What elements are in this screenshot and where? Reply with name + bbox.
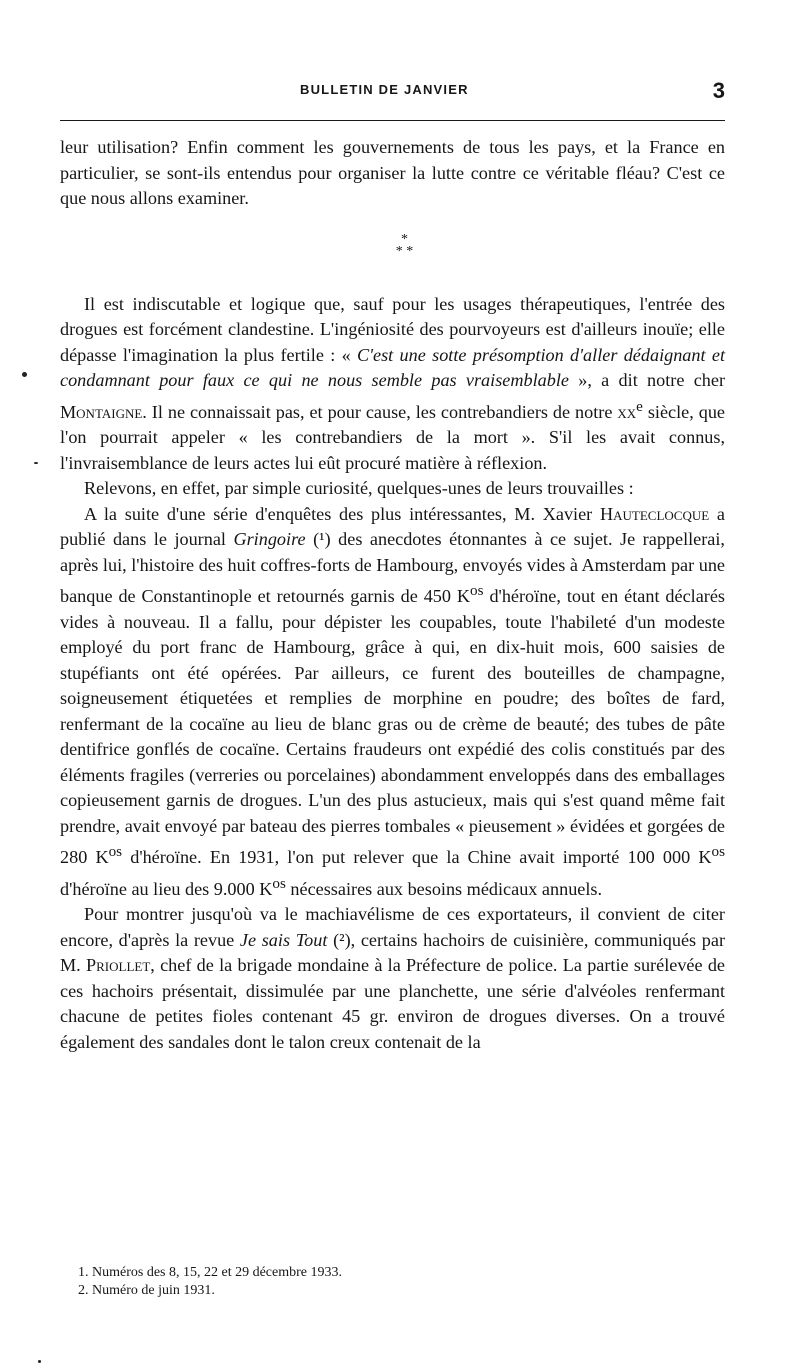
paragraph-anecdotes [60, 502, 725, 903]
text-run: Pour montrer jusqu'où va le machiavélisme de ces exportateurs, il convient de citer encore, d'après la revue [60, 904, 725, 950]
body-text [60, 135, 725, 1055]
running-header [60, 78, 725, 106]
text-run: , certains hachoirs de cuisinière, communiqués par M. [60, 929, 725, 976]
footnote-2: 2. Numéro de juin 1931. [78, 1283, 215, 1298]
section-break-asterism [60, 231, 725, 259]
text-run: . Il ne connaissait pas, et pour cause, les contrebandiers de notre [142, 401, 618, 422]
official-name: Priollet [86, 955, 151, 976]
century-numeral: xx [617, 401, 637, 422]
scan-speck [38, 1360, 41, 1363]
page-number: 3 [712, 78, 725, 103]
magazine-name: Je sais Tout [239, 929, 328, 950]
paragraph-clandestine-entry [60, 292, 725, 477]
bulletin-title: BULLETIN DE JANVIER [300, 82, 469, 97]
kilos-abbrev: os [711, 843, 725, 861]
scan-speck [22, 372, 27, 377]
text-run: a publié dans le journal [60, 503, 726, 550]
century-superscript: e [636, 397, 643, 415]
text-run: siècle, que l'on pourrait appeler « les contrebandiers de la mort ». S'il les avait connus, l'invraisemblance de leurs actes lui eût procuré matière à réflexion. [60, 401, 725, 473]
footnote-1: 1. Numéros des 8, 15, 22 et 29 décembre 1933. [78, 1265, 342, 1280]
text-run: », a dit notre cher [568, 370, 725, 390]
montaigne-quote: C'est une sotte présomption d'aller dédaignant et condamnant pour faux ce qui ne nous semble pas vraisemblable [60, 344, 725, 390]
text-run: Il est indiscutable et logique que, sauf pour les usages thérapeutiques, l'entrée des drogues est forcément clandestine. L'ingéniosité des pourvoyeurs est d'ailleurs inouïe; elle dépasse l'imagination la plus fertile : « [60, 293, 725, 365]
paragraph-machiavellism [60, 902, 725, 1055]
footnotes [78, 1264, 718, 1300]
scan-speck [34, 462, 38, 464]
author-name: Montaigne [60, 401, 143, 422]
intro-paragraph: leur utilisation? Enfin comment les gouvernements de tous les pays, et la France en particulier, se sont-ils entendus pour organiser la lutte contre ce véritable fléau? C'est ce que nous allons examiner. [60, 137, 725, 208]
journalist-name: Hauteclocque [600, 503, 710, 524]
text-run: d'héroïne. En 1931, l'on put relever que la Chine avait importé 100 000 K [122, 847, 712, 868]
footnote-ref-2: (²) [333, 929, 351, 950]
paragraph-curiosity: Relevons, en effet, par simple curiosité, quelques-unes de leurs trouvailles : [84, 478, 634, 499]
text-run: , chef de la brigade mondaine à la Préfecture de police. La partie surélevée de ces hachoirs présentait, dissimulée par une planchette, une série d'alvéoles renfermant chacune de petites fioles contenant 45 gr. environ de drogues diverses. On a trouvé également des sandales dont le talon creux contenait de la [60, 955, 725, 1052]
text-run: d'héroïne, tout en étant déclarés vides à nouveau. Il a fallu, pour dépister les coupables, toute l'habileté d'un modeste employé du port franc de Hambourg, grâce à qui, en dix-huit mois, 600 saisies de stupéfiants ont été opérées. Par ailleurs, ce furent des bouteilles de champagne, soigneusement étiquetées et remplies de morphine en poudre; des boîtes de fard, renfermant de la cocaïne au lieu de blanc gras ou de crème de beauté; des tubes de pâte dentifrice gonflés de cocaïne. Certains fraudeurs ont expédié des colis constitués par des éléments fragiles (verreries ou porcelaines) abondamment enveloppés dans des emballages copieusement garnis de drogues. L'un des plus astucieux, mais qui s'est quand même fait prendre, avait envoyé par bateau des pierres tombales « pieusement » évidées et gorgées de 280 K [60, 586, 725, 868]
text-run: d'héroïne au lieu des 9.000 K [60, 878, 273, 899]
text-run: nécessaires aux besoins médicaux annuels. [285, 878, 603, 899]
header-rule [60, 120, 725, 121]
footnote-ref-1: (¹) [313, 529, 331, 550]
text-run: des anecdotes étonnantes à ce sujet. Je rappellerai, après lui, l'histoire des huit coffres-forts de Hambourg, envoyés vides à Amsterdam par une banque de Constantinople et retournés garnis de 450 K [60, 529, 725, 607]
text-run: A la suite d'une série d'enquêtes des plus intéressantes, M. Xavier [84, 503, 600, 524]
asterism-top-star: * [401, 231, 408, 247]
kilos-abbrev: os [470, 582, 484, 600]
asterism-bottom-stars: * * [395, 243, 414, 259]
kilos-abbrev: os [108, 843, 123, 861]
journal-name: Gringoire [233, 529, 306, 550]
kilos-abbrev: os [272, 874, 286, 892]
